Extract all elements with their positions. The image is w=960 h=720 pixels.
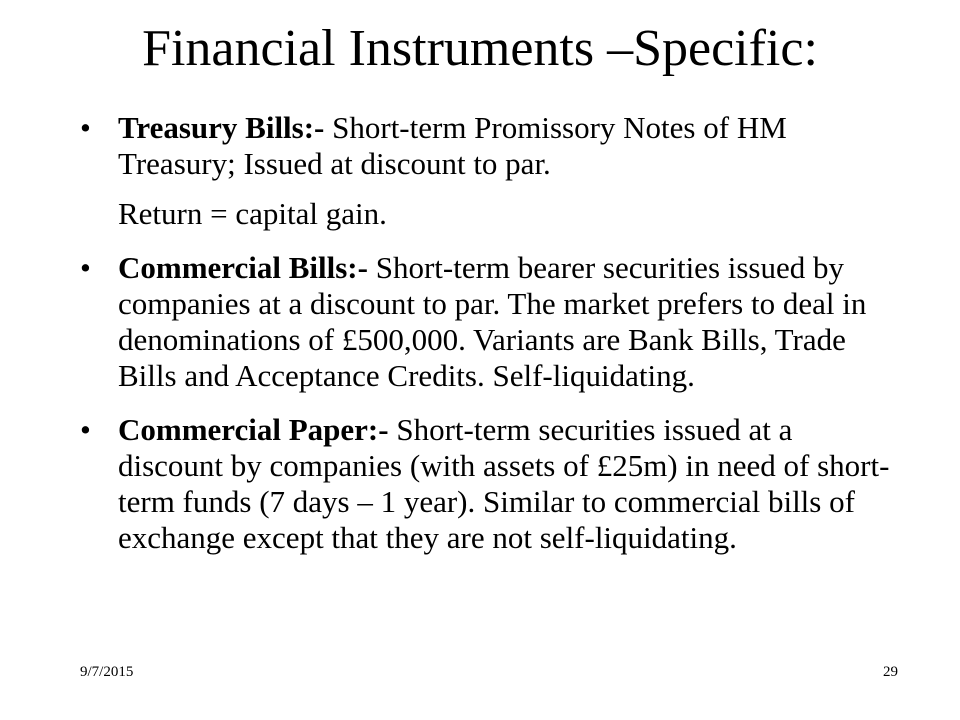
bullet-subtext: Return = capital gain. (118, 196, 387, 231)
bullet-icon: • (80, 412, 91, 447)
bullet-treasury-bills (80, 110, 900, 232)
bullet-commercial-bills (80, 250, 900, 394)
bullet-term: Treasury Bills:- (118, 110, 325, 145)
bullet-text: Short-term Promissory Notes of HM Treasury; Issued at discount to par. (118, 110, 787, 181)
bullet-icon: • (80, 110, 91, 145)
bullet-text: Short-term securities issued at a discount by companies (with assets of £25m) in need of short-term funds (7 days – 1 year). Similar to commercial bills of exchange except that they are not self-liquidating. (118, 412, 890, 555)
bullet-icon: • (80, 250, 91, 285)
bullet-text: Short-term bearer securities issued by companies at a discount to par. The market prefers to deal in denominations of £500,000. Variants are Bank Bills, Trade Bills and Acceptance Credits. Self-liquidating. (118, 250, 867, 393)
page-number: 29 (883, 664, 898, 680)
bullet-commercial-paper (80, 412, 900, 556)
slide-title: Financial Instruments –Specific: (142, 20, 818, 77)
bullet-term: Commercial Paper:- (118, 412, 389, 447)
footer-date: 9/7/2015 (80, 664, 134, 680)
bullet-term: Commercial Bills:- (118, 250, 368, 285)
bullet-list (80, 110, 900, 574)
